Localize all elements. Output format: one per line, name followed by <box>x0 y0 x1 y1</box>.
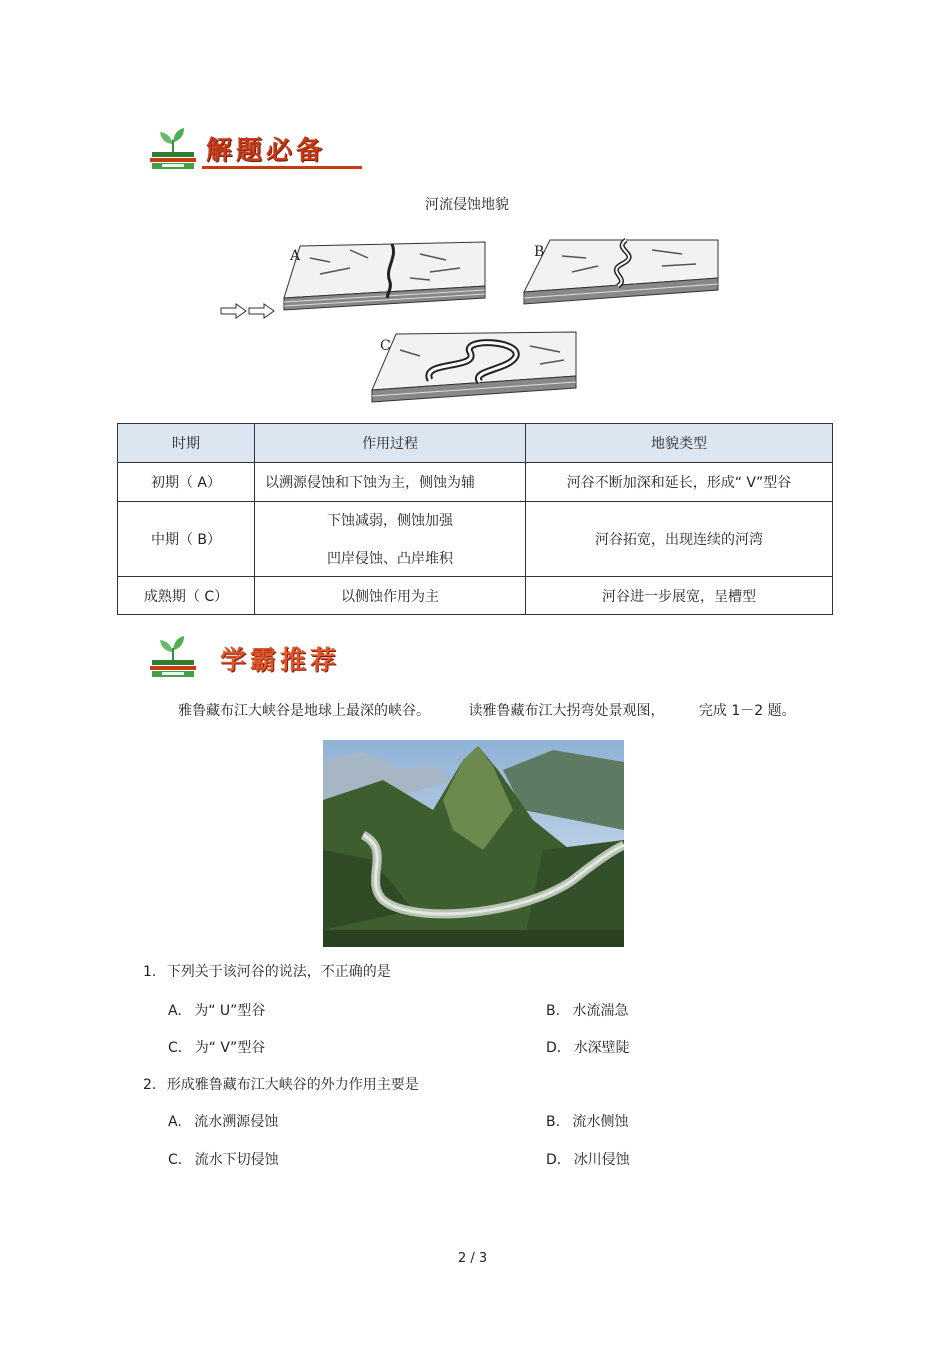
option-2d[interactable] <box>546 1149 630 1169</box>
option-text: 流水溯源侵蚀 <box>194 1114 279 1130</box>
landform-diagram-c <box>370 330 580 406</box>
option-letter: B. <box>546 1003 561 1019</box>
page-number: 2 / 3 <box>458 1251 488 1266</box>
landform-cell: 河谷进一步展宽，呈槽型 <box>526 577 833 615</box>
question-number: 1. <box>143 964 157 980</box>
intro-part: 读雅鲁藏布江大拐弯处景观图， <box>468 703 665 719</box>
landform-diagram-a <box>280 238 490 314</box>
table-row <box>118 577 833 615</box>
option-1b[interactable] <box>546 1000 629 1020</box>
landform-diagram-b <box>522 236 722 308</box>
option-text: 冰川侵蚀 <box>573 1152 630 1168</box>
process-cell <box>255 502 526 577</box>
period-cell: 初期（ A） <box>118 463 255 502</box>
diagram-label-c: C <box>380 338 391 354</box>
section-title: 解题必备 <box>206 136 327 166</box>
direction-arrows-icon <box>220 303 278 319</box>
question-1 <box>143 961 391 981</box>
option-letter: C. <box>168 1152 183 1168</box>
figure-title: 河流侵蚀地貌 <box>425 197 509 213</box>
question-number: 2. <box>143 1077 157 1093</box>
sprout-book-logo-icon <box>148 630 198 680</box>
option-text: 流水侧蚀 <box>572 1114 629 1130</box>
table-header-row <box>118 424 833 463</box>
intro-part: 完成 1－2 题。 <box>698 703 796 719</box>
period-cell: 中期（ B） <box>118 502 255 577</box>
option-1d[interactable] <box>546 1037 630 1057</box>
option-2c[interactable] <box>168 1149 279 1169</box>
option-letter: D. <box>546 1152 562 1168</box>
yarlung-tsangpo-bend-photo <box>323 740 624 947</box>
option-letter: C. <box>168 1040 183 1056</box>
section-banner-solution-essentials <box>148 122 368 178</box>
process-line: 下蚀减弱，侧蚀加强 <box>327 513 453 529</box>
option-text: 为“ U”型谷 <box>194 1003 266 1019</box>
option-2b[interactable] <box>546 1111 629 1131</box>
intro-text <box>178 700 796 720</box>
table-row <box>118 502 833 577</box>
sprout-book-logo-icon <box>148 122 198 172</box>
option-text: 水流湍急 <box>572 1003 629 1019</box>
option-1c[interactable] <box>168 1037 265 1057</box>
banner-underline <box>202 166 362 169</box>
table-row <box>118 463 833 502</box>
option-letter: A. <box>168 1003 182 1019</box>
section-title: 学霸推荐 <box>220 646 341 676</box>
period-cell: 成熟期（ C） <box>118 577 255 615</box>
option-text: 流水下切侵蚀 <box>194 1152 279 1168</box>
process-line: 凹岸侵蚀、凸岸堆积 <box>327 551 453 567</box>
table-header: 作用过程 <box>255 424 526 463</box>
option-text: 水深壁陡 <box>573 1040 630 1056</box>
option-2a[interactable] <box>168 1111 278 1131</box>
question-text: 下列关于该河谷的说法，不正确的是 <box>166 964 391 980</box>
table-header: 时期 <box>118 424 255 463</box>
option-1a[interactable] <box>168 1000 265 1020</box>
landform-cell: 河谷不断加深和延长，形成“ V”型谷 <box>526 463 833 502</box>
option-letter: B. <box>546 1114 561 1130</box>
option-text: 为“ V”型谷 <box>194 1040 266 1056</box>
landform-cell: 河谷拓宽，出现连续的河湾 <box>526 502 833 577</box>
question-2 <box>143 1074 419 1094</box>
option-letter: D. <box>546 1040 562 1056</box>
diagram-label-a: A <box>290 248 301 264</box>
question-text: 形成雅鲁藏布江大峡谷的外力作用主要是 <box>166 1077 419 1093</box>
process-cell: 以溯源侵蚀和下蚀为主，侧蚀为辅 <box>255 463 526 502</box>
section-banner-top-picks <box>148 630 388 686</box>
option-letter: A. <box>168 1114 182 1130</box>
process-cell: 以侧蚀作用为主 <box>255 577 526 615</box>
table-header: 地貌类型 <box>526 424 833 463</box>
diagram-label-b: B <box>534 244 545 260</box>
intro-part: 雅鲁藏布江大峡谷是地球上最深的峡谷。 <box>178 703 430 719</box>
river-erosion-table <box>117 423 833 615</box>
